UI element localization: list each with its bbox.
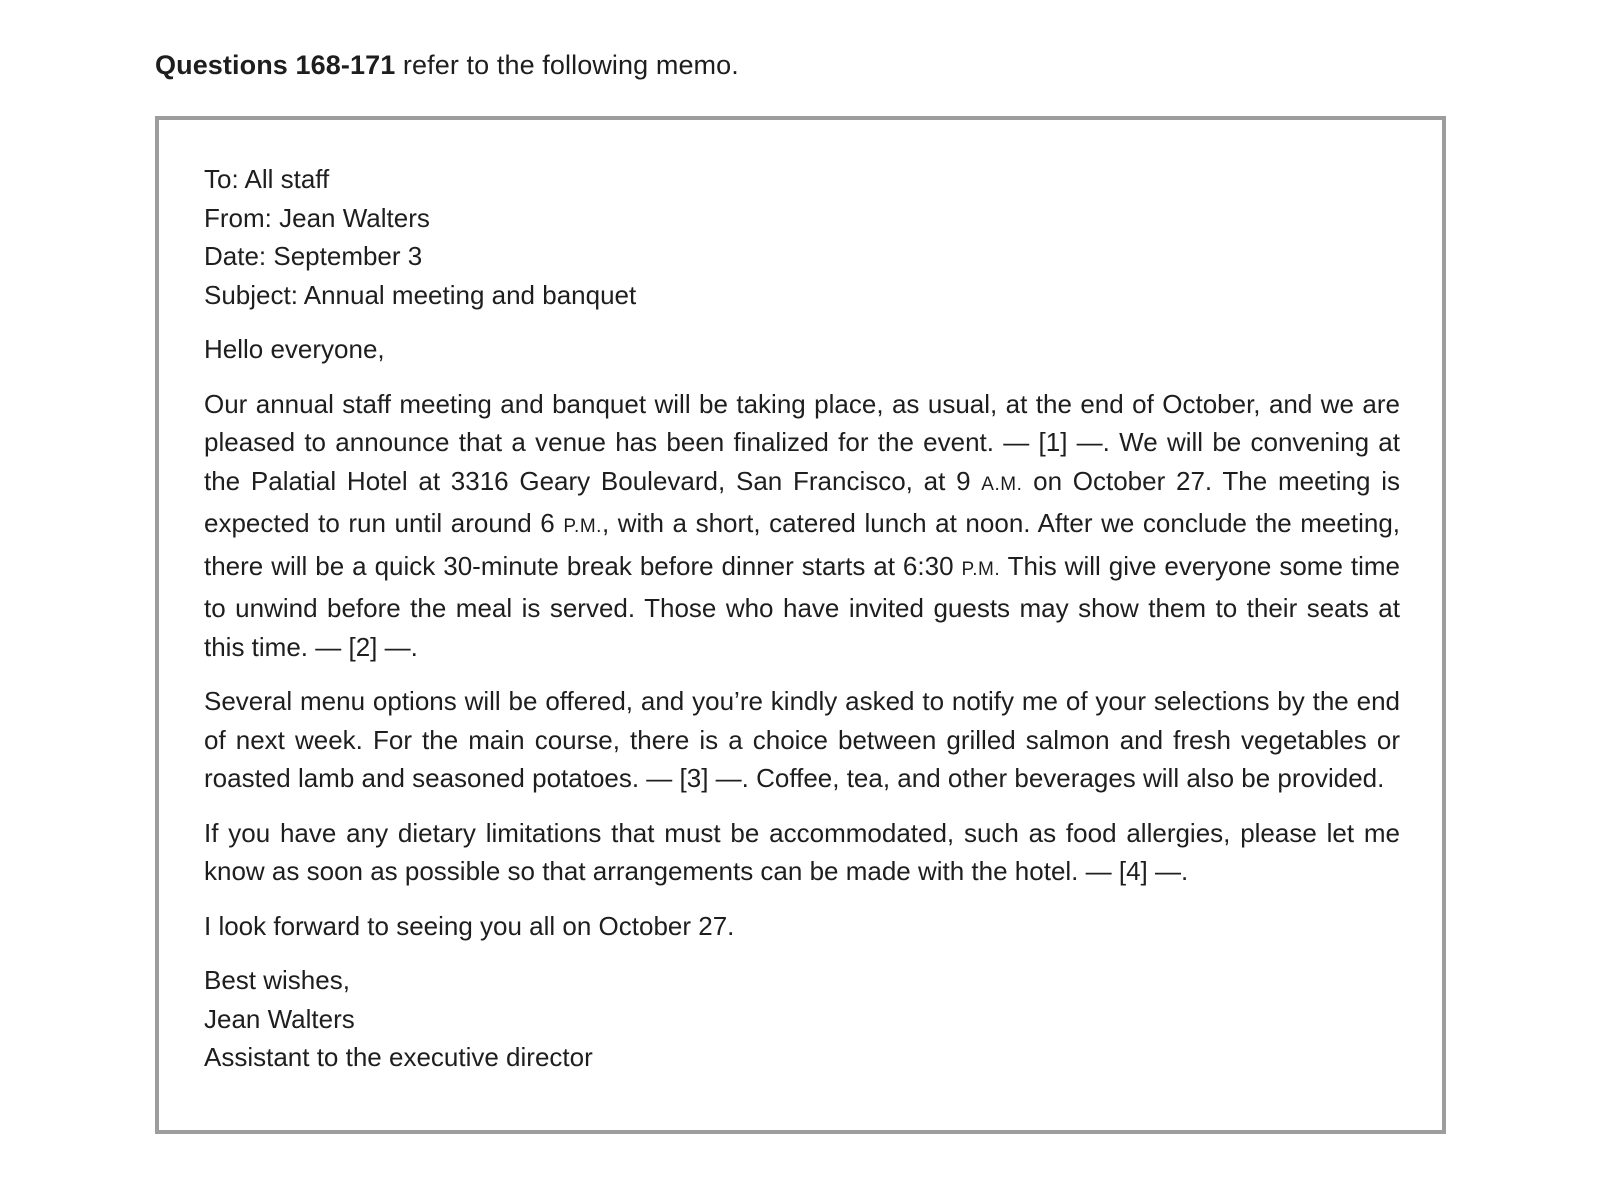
questions-instruction: refer to the following memo. bbox=[395, 50, 739, 80]
p1-part-a: Our annual staff meeting and banquet will be taking place, as usual, at the end of October, and we are pleased to announce that a venue has been finalized for the event. — [1] —. We will be convening at the Palatial Hotel at 3316 Geary Boulevard, San Francisco, at 9 bbox=[204, 388, 1400, 496]
questions-range: Questions 168-171 bbox=[155, 50, 396, 80]
memo-subject: Subject: Annual meeting and banquet bbox=[204, 279, 637, 310]
memo-paragraph-1 bbox=[204, 385, 1400, 667]
p1-part-c: , with a short, catered lunch at noon. After we conclude the meeting, there will be a quick 30-minute break before dinner starts at 6:30 bbox=[204, 508, 1400, 581]
time-pm: P.M. bbox=[961, 558, 1001, 580]
time-am: A.M. bbox=[981, 473, 1023, 495]
memo-date: Date: September 3 bbox=[204, 241, 423, 271]
signature-name: Jean Walters bbox=[204, 1003, 355, 1034]
questions-heading bbox=[155, 50, 739, 81]
memo-from: From: Jean Walters bbox=[204, 202, 430, 233]
memo-content bbox=[204, 160, 1400, 1077]
memo-paragraph-3: If you have any dietary limitations that must be accommodated, such as food allergies, please let me know as soon as possible so that arrangements can be made with the hotel. — [4] —. bbox=[204, 817, 1400, 886]
signature-title: Assistant to the executive director bbox=[204, 1042, 593, 1072]
memo-header bbox=[204, 160, 1400, 314]
memo-closing: Best wishes, bbox=[204, 965, 350, 995]
memo-paragraph-4: I look forward to seeing you all on October 27. bbox=[204, 910, 735, 941]
memo-paragraph-2: Several menu options will be offered, and you’re kindly asked to notify me of your selections by the end of next week. For the main course, there is a choice between grilled salmon and fresh vegetables or roasted lamb and seasoned potatoes. — [3] —. Coffee, tea, and other beverages will also be provided. bbox=[204, 686, 1400, 793]
memo-to: To: All staff bbox=[204, 164, 330, 194]
p1-part-d: This will give everyone some time to unwind before the meal is served. Those who have invited guests may show them to their seats at this time. — [2] —. bbox=[204, 550, 1400, 662]
memo-greeting: Hello everyone, bbox=[204, 334, 385, 364]
memo-signoff bbox=[204, 961, 1400, 1077]
time-pm: P.M. bbox=[563, 516, 602, 537]
p1-part-b: on October 27. The meeting is expected to run until around 6 bbox=[204, 465, 1400, 538]
memo-box bbox=[155, 116, 1446, 1134]
